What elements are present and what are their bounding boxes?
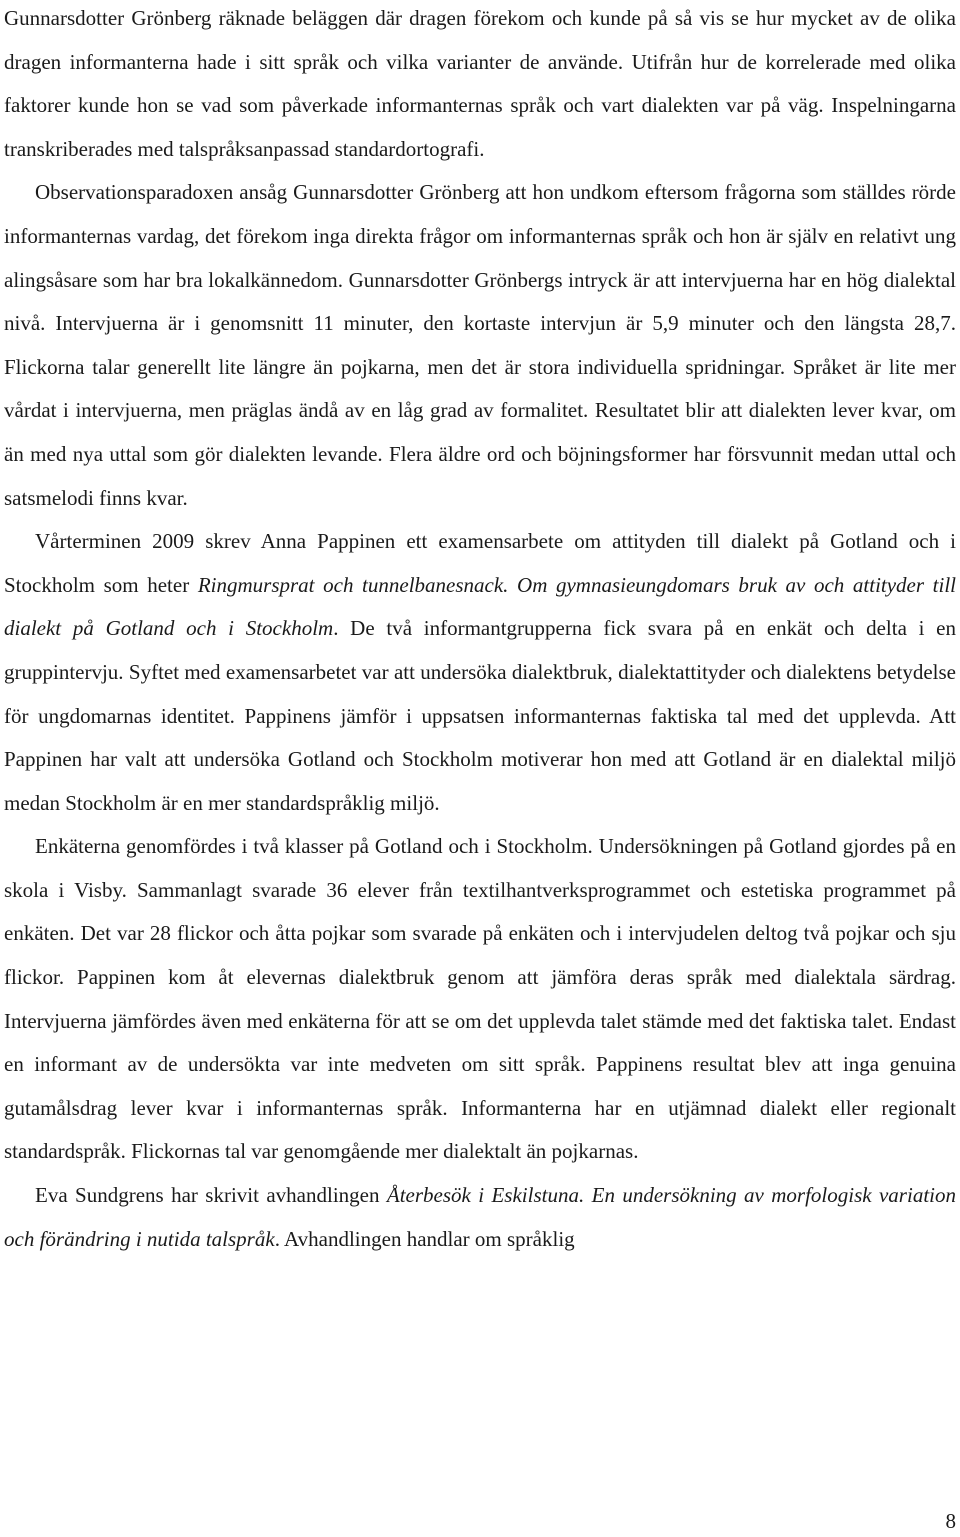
paragraph-5-title-italic: Återbesök i Eskilstuna. En undersökning av morfologisk variation och förändring i nutida talspråk: [4, 1183, 956, 1251]
paragraph-3-text-a: Vårterminen 2009 skrev Anna Pappinen ett examensarbete om attityden till dialekt på Gotland och i Stockholm som heter: [4, 529, 956, 597]
paragraph-2-text: Observationsparadoxen ansåg Gunnarsdotter Grönberg att hon undkom eftersom frågorna som ställdes rörde informanternas vardag, det förekom inga direkta frågor om informanternas språk och hon är själv en relativt ung alingsåsare som har bra lokalkännedom. Gunnarsdotter Grönbergs intryck är att intervjuerna har en hög dialektal nivå. Intervjuerna är i genomsnitt 11 minuter, den kortaste intervjun är 5,9 minuter och den längsta 28,7. Flickorna talar generellt lite längre än pojkarna, men det är stora individuella spridningar. Språket är lite mer vårdat i intervjuerna, men präglas ändå av en låg grad av formalitet. Resultatet blir att dialekten lever kvar, om än med nya uttal som gör dialekten levande. Flera äldre ord och böjningsformer har försvunnit medan uttal och satsmelodi finns kvar.: [4, 180, 956, 510]
paragraph-3-title-italic: Ringmursprat och tunnelbanesnack. Om gymnasieungdomars bruk av och attityder till dialekt på Gotland och i Stockholm: [4, 572, 957, 641]
paragraph-3-text-b: . De två informantgrupperna fick svara på en enkät och delta i en gruppintervju. Syftet med examensarbetet var att undersöka dialektbruk, dialektattityder och dialektens betydelse för ungdomarnas identitet. Pappinens jämför i uppsatsen informanternas faktiska tal med det upplevda. Att Pappinen har valt att undersöka Gotland och Stockholm motiverar hon med att Gotland är en dialektal miljö medan Stockholm är en mer standardspråklig miljö.: [4, 616, 956, 815]
page-number: 8: [945, 1509, 956, 1533]
paragraph-5-text-b: . Avhandlingen handlar om språklig: [274, 1226, 575, 1251]
paragraph-4-text: Enkäterna genomfördes i två klasser på Gotland och i Stockholm. Undersökningen på Gotland gjordes på en skola i Visby. Sammanlagt svarade 36 elever från textilhantverksprogrammet och estetiska programmet på enkäten. Det var 28 flickor och åtta pojkar som svarade på enkäten och i intervjudelen deltog två pojkar och sju flickor. Pappinen kom åt elevernas dialektbruk genom att jämföra deras språk med dialektala särdrag. Intervjuerna jämfördes även med enkäterna för att se om det upplevda talet stämde med det faktiska talet. Endast en informant av de undersökta var inte medveten om sitt språk. Pappinens resultat blev att inga genuina gutamålsdrag lever kvar i informanternas språk. Informanterna har en utjämnad dialekt eller regionalt standardspråk. Flickornas tal var genomgående mer dialektalt än pojkarnas.: [4, 834, 956, 1164]
paragraph-5: [4, 1174, 956, 1261]
paragraph-1-text: Gunnarsdotter Grönberg räknade beläggen där dragen förekom och kunde på så vis se hur mycket av de olika dragen informanterna hade i sitt språk och vilka varianter de använde. Utifrån hur de korrelerade med olika faktorer kunde hon se vad som påverkade informanternas språk och vart dialekten var på väg. Inspelningarna transkriberades med talspråksanpassad standardortografi.: [4, 6, 956, 161]
paragraph-3: [4, 520, 956, 825]
paragraph-4: [4, 825, 956, 1174]
paragraph-2: [4, 171, 956, 520]
paragraph-1: [4, 0, 956, 171]
document-body: [4, 0, 956, 1261]
paragraph-5-text-a: Eva Sundgrens har skrivit avhandlingen: [35, 1183, 387, 1208]
